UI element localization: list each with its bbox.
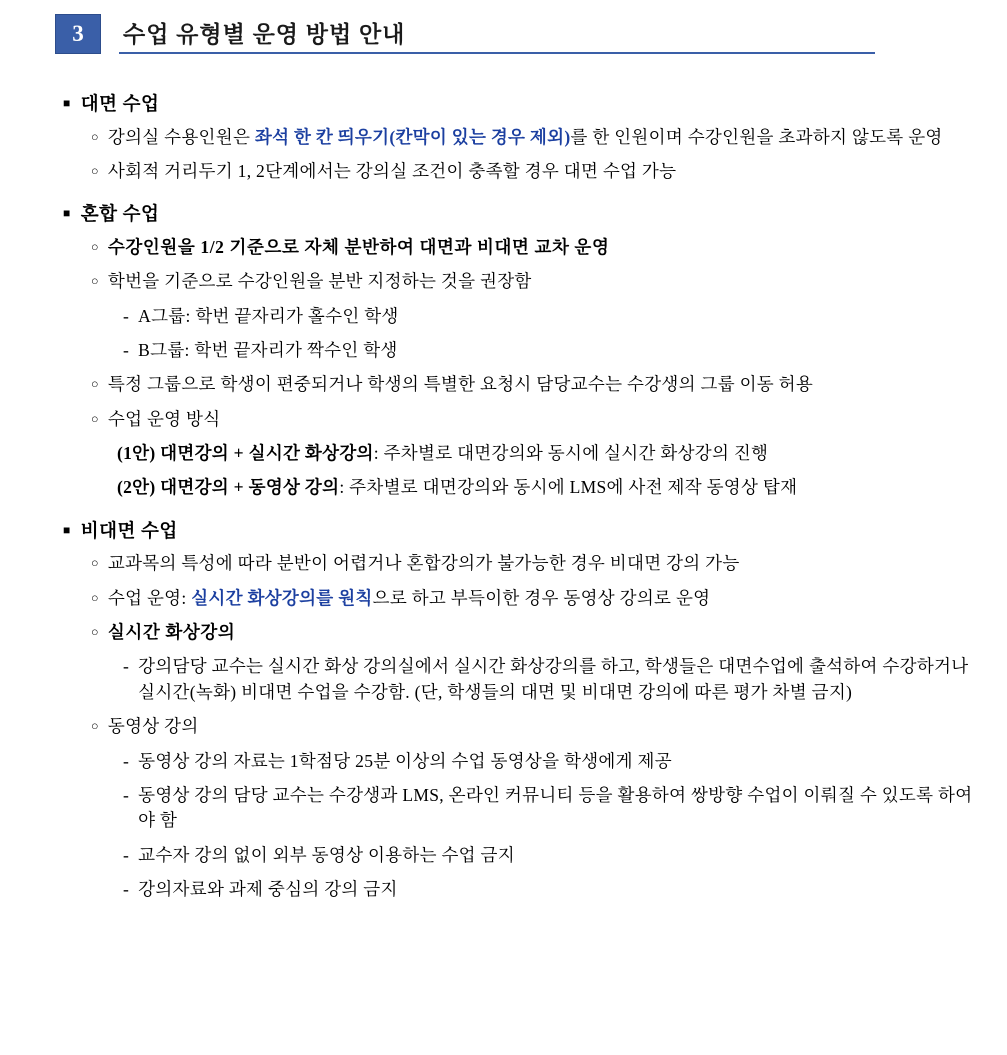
section-heading [63, 523, 977, 542]
option-detail: : 주차별로 대면강의와 동시에 실시간 화상강의 진행 [373, 443, 769, 463]
list-item [91, 235, 977, 260]
section-header [55, 14, 875, 54]
list-item [91, 125, 977, 150]
section-number-badge: 3 [55, 14, 101, 54]
list-item [91, 269, 977, 294]
circle-bullet-icon: ○ [91, 411, 99, 426]
page-title: 수업 유형별 운영 방법 안내 [123, 21, 406, 47]
highlight-text: 좌석 한 칸 띄우기(칸막이 있는 경우 제외) [254, 126, 571, 147]
section-block [55, 96, 977, 184]
dash-bullet-icon: - [123, 339, 130, 360]
sub-list-item-text: 강의자료와 과제 중심의 강의 금지 [138, 879, 398, 899]
list-item [91, 372, 977, 397]
section-heading [63, 96, 977, 115]
list-item [91, 159, 977, 184]
list-item-text: 강의실 수용인원은 좌석 한 칸 띄우기(칸막이 있는 경우 제외)를 한 인원이며 수강인원을 초과하지 않도록 운영 [107, 126, 943, 147]
list-item-text: 동영상 강의 [107, 716, 199, 737]
list-item-text: 사회적 거리두기 1, 2단계에서는 강의실 조건이 충족할 경우 대면 수업 가능 [107, 160, 677, 181]
sub-list-item-text: 교수자 강의 없이 외부 동영상 이용하는 수업 금지 [138, 844, 515, 865]
sub-list-item-text: B그룹: 학번 끝자리가 짝수인 학생 [138, 339, 398, 360]
circle-bullet-icon: ○ [91, 719, 99, 734]
square-bullet-icon: ■ [63, 522, 71, 537]
option-line [117, 441, 977, 466]
circle-bullet-icon: ○ [91, 163, 99, 178]
circle-bullet-icon: ○ [91, 239, 99, 254]
section-title-wrap [119, 14, 875, 54]
dash-bullet-icon: - [123, 784, 130, 805]
list-item [91, 586, 977, 611]
sub-list-item [123, 304, 977, 329]
list-item [91, 620, 977, 645]
list-item-text: 수업 운영: 실시간 화상강의를 원칙으로 하고 부득이한 경우 동영상 강의로 운영 [107, 587, 711, 608]
circle-bullet-icon: ○ [91, 129, 99, 144]
section-heading-label: 혼합 수업 [80, 205, 160, 226]
dash-bullet-icon: - [123, 750, 130, 771]
list-item-text: 수강인원을 1/2 기준으로 자체 분반하여 대면과 비대면 교차 운영 [107, 236, 610, 257]
section-heading-label: 비대면 수업 [80, 521, 178, 542]
sub-list-item [123, 749, 977, 774]
sub-list-item [123, 654, 977, 705]
dash-bullet-icon: - [123, 879, 130, 899]
list-item-text: 수업 운영 방식 [107, 408, 221, 429]
dash-bullet-icon: - [123, 844, 130, 865]
option-line [117, 475, 977, 500]
list-item [91, 407, 977, 432]
circle-bullet-icon: ○ [91, 590, 99, 605]
sub-list-item-text: 강의담당 교수는 실시간 화상 강의실에서 실시간 화상강의를 하고, 학생들은 대면수업에 출석하여 수강하거나 실시간(녹화) 비대면 수업을 수강함. (단, 학생들의 대면 및 비대면 강의에 따른 평가 차별 금지) [138, 656, 969, 702]
section-block [55, 206, 977, 501]
document-body [0, 96, 1007, 902]
section-block [55, 523, 977, 903]
square-bullet-icon: ■ [63, 206, 71, 221]
section-heading-label: 대면 수업 [80, 95, 160, 115]
dash-bullet-icon: - [123, 656, 130, 677]
sub-list-item [123, 783, 977, 834]
list-item-text: 특정 그룹으로 학생이 편중되거나 학생의 특별한 요청시 담당교수는 수강생의 그룹 이동 허용 [107, 374, 814, 395]
circle-bullet-icon: ○ [91, 274, 99, 289]
document-page [0, 14, 1007, 1055]
sub-list-item [123, 877, 977, 902]
highlight-text: 실시간 화상강의를 원칙 [191, 587, 373, 608]
sub-list-item [123, 338, 977, 363]
circle-bullet-icon: ○ [91, 377, 99, 392]
option-label: (2안) 대면강의 + 동영상 강의 [117, 477, 340, 498]
list-item-text: 실시간 화상강의 [107, 622, 236, 642]
list-item [91, 551, 977, 576]
sub-list-item-text: 동영상 강의 담당 교수는 수강생과 LMS, 온라인 커뮤니티 등을 활용하여 쌍방향 수업이 이뤄질 수 있도록 하여야 함 [138, 784, 973, 831]
sub-list-item-text: 동영상 강의 자료는 1학점당 25분 이상의 수업 동영상을 학생에게 제공 [138, 750, 672, 771]
list-item [91, 714, 977, 739]
list-item-text: 교과목의 특성에 따라 분반이 어렵거나 혼합강의가 불가능한 경우 비대면 강의 가능 [107, 553, 740, 574]
section-heading [63, 206, 977, 225]
dash-bullet-icon: - [123, 305, 130, 326]
circle-bullet-icon: ○ [91, 625, 99, 639]
circle-bullet-icon: ○ [91, 556, 99, 571]
sub-list-item-text: A그룹: 학번 끝자리가 홀수인 학생 [138, 305, 399, 326]
square-bullet-icon: ■ [63, 96, 71, 110]
option-label: (1안) 대면강의 + 실시간 화상강의 [117, 443, 374, 463]
option-detail: : 주차별로 대면강의와 동시에 LMS에 사전 제작 동영상 탑재 [339, 477, 798, 498]
sub-list-item [123, 843, 977, 868]
list-item-text: 학번을 기준으로 수강인원을 분반 지정하는 것을 권장함 [107, 271, 532, 292]
